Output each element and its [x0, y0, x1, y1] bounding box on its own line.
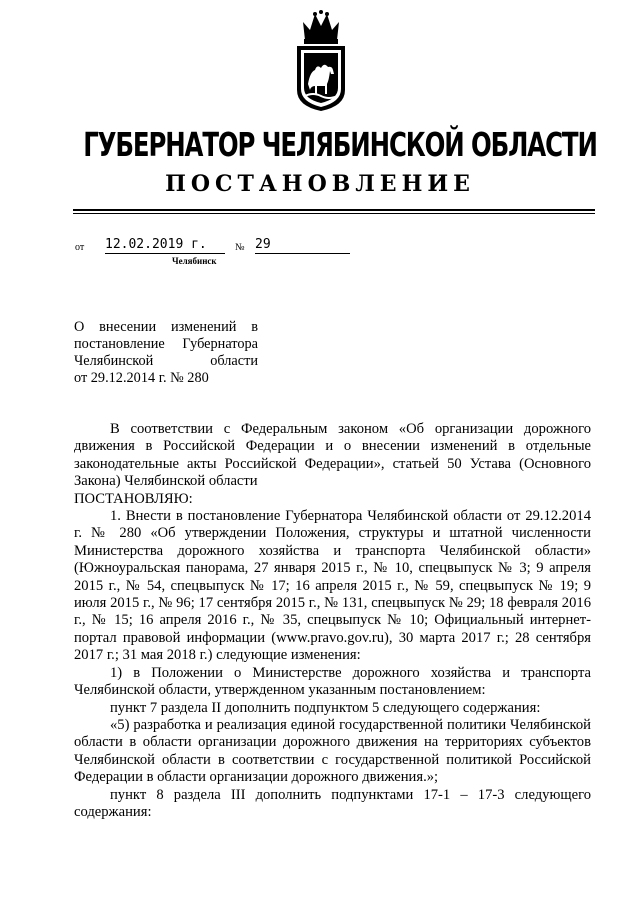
subject-line: Челябинской области — [74, 353, 258, 369]
subject-line: постановление Губернатора — [74, 336, 258, 352]
subitem-1-paragraph: 1) в Положении о Министерстве дорожного хозяйства и транспорта Челябинской области, утвержденном указанным постановлением: — [74, 664, 591, 699]
decree-title: ПОСТАНОВЛЕНИЕ — [165, 171, 475, 197]
resolve-heading: ПОСТАНОВЛЯЮ: — [74, 490, 193, 507]
city-label: Челябинск — [172, 256, 217, 266]
decree-body — [74, 421, 591, 821]
header-divider-thin — [73, 213, 595, 214]
quote-5-paragraph: «5) разработка и реализация единой государственной политики Челябинской области в области организации дорожного движения на территориях субъектов Челябинской области в соответствии с государственной политикой Российской Федерации в области организации дорожного движения.»; — [74, 716, 591, 786]
point-7-paragraph: пункт 7 раздела II дополнить подпунктом 5 следующего содержания: — [110, 699, 541, 716]
preamble-paragraph: В соответствии с Федеральным законом «Об организации дорожного движения в Российской Федерации и о внесении изменений в отдельные законодательные акты Российской Федерации», статьей 50 Устава (Основного Закона) Челябинской области — [74, 421, 591, 490]
subject-line: О внесении изменений в — [74, 319, 258, 335]
decree-date: 12.02.2019 г. — [105, 236, 225, 254]
header-divider — [73, 209, 595, 211]
decree-subject — [74, 319, 258, 387]
number-label: № — [235, 242, 245, 253]
point-8-paragraph: пункт 8 раздела III дополнить подпунктами 17-1 – 17-3 следующего содержания: — [74, 786, 591, 820]
subject-line: от 29.12.2014 г. № 280 — [74, 370, 209, 386]
decree-number: 29 — [255, 236, 350, 254]
from-label: от — [75, 242, 85, 253]
coat-of-arms-icon — [293, 10, 349, 112]
governor-title: ГУБЕРНАТОР ЧЕЛЯБИНСКОЙ ОБЛАСТИ — [83, 125, 597, 164]
item-1-paragraph: 1. Внести в постановление Губернатора Челябинской области от 29.12.2014 г. № 280 «Об утверждении Положения, структуры и штатной численности Министерства дорожного хозяйства и транспорта Челябинской области» (Южноуральская панорама, 27 января 2015 г., № 10, спецвыпуск № 3; 9 апреля 2015 г., № 54, спецвыпуск № 17; 16 апреля 2015 г., № 59, спецвыпуск № 19; 9 июля 2015 г., № 96; 17 сентября 2015 г., № 131, спецвыпуск № 29; 18 февраля 2016 г., № 15; 16 апреля 2016 г., № 35, спецвыпуск № 10; Официальный интернет-портал правовой информации (www.pravo.gov.ru), 30 марта 2017 г.; 28 сентября 2017 г.; 31 мая 2018 г.) следующие изменения: — [74, 508, 591, 664]
